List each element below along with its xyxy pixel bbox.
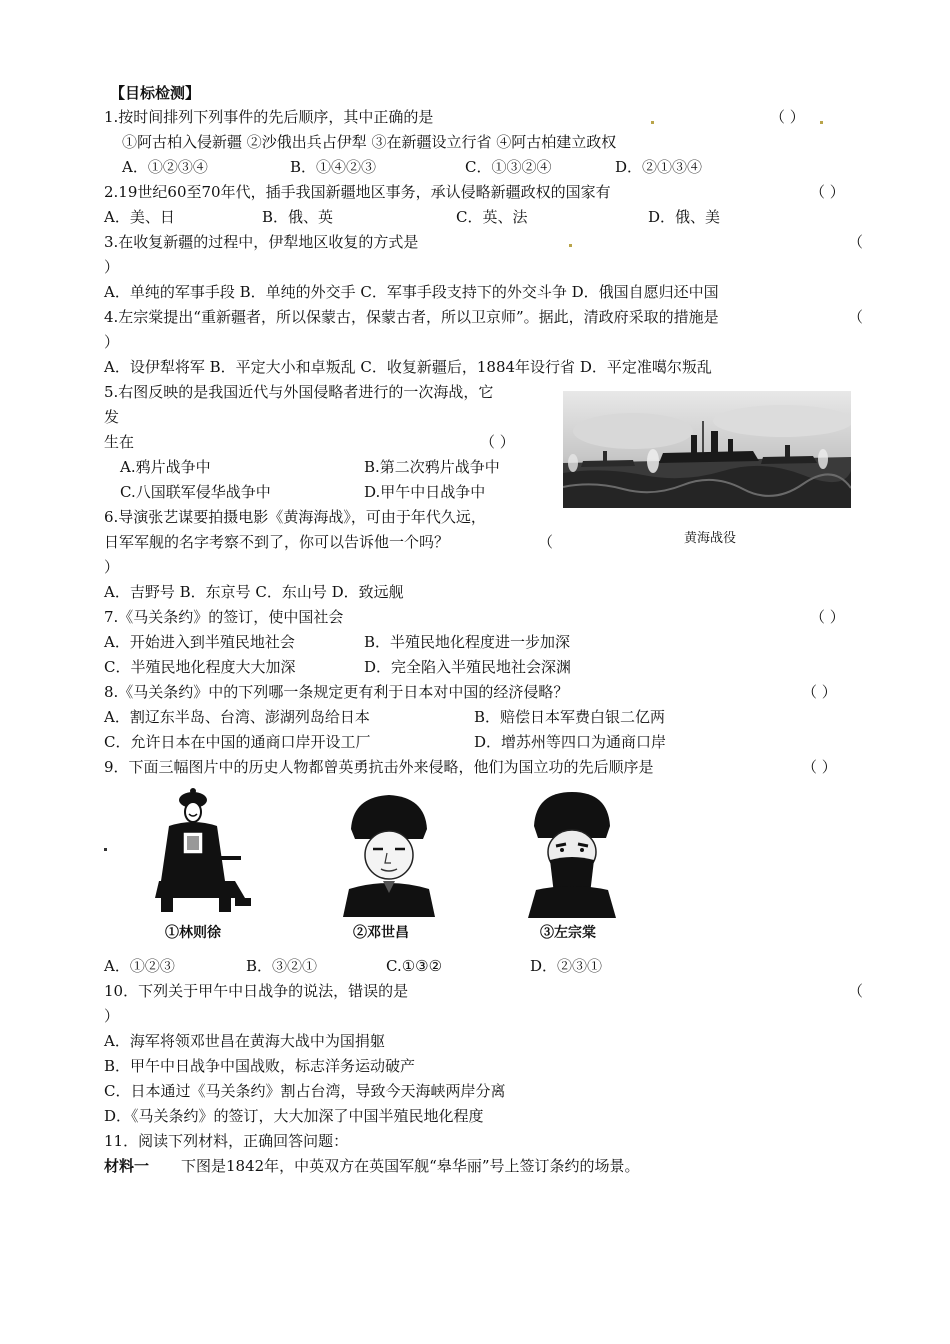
portrait-deng-shichang bbox=[343, 793, 435, 917]
q10-option-b[interactable]: B．甲午中日战争中国战败，标志洋务运动破产 bbox=[104, 1057, 416, 1075]
section-title: 【目标检测】 bbox=[110, 84, 201, 102]
battle-photo-caption: 黄海战役 bbox=[683, 531, 736, 546]
q9-option-a[interactable]: A．①②③ bbox=[104, 957, 175, 975]
q6-options[interactable]: A．吉野号 B．东京号 C．东山号 D．致远舰 bbox=[104, 583, 404, 601]
q11-material-text: 下图是1842年，中英双方在英国军舰“皋华丽”号上签订条约的场景。 bbox=[181, 1157, 640, 1175]
q7-option-a[interactable]: A．开始进入到半殖民地社会 bbox=[104, 633, 295, 651]
scan-speck bbox=[569, 244, 572, 247]
q9-answer-paren[interactable]: （ ） bbox=[802, 758, 837, 776]
q3-paren-close: ） bbox=[104, 258, 120, 276]
q10-option-d[interactable]: D．《马关条约》的签订，大大加深了中国半殖民地化程度 bbox=[104, 1107, 484, 1125]
q11-stem: 11．阅读下列材料，正确回答问题： bbox=[104, 1132, 349, 1150]
q8-option-c[interactable]: C．允许日本在中国的通商口岸开设工厂 bbox=[104, 733, 371, 751]
q4-stem: 4.左宗棠提出“重新疆者，所以保蒙古，保蒙古者，所以卫京师”。据此，清政府采取的措施是 bbox=[104, 308, 719, 326]
q10-option-a[interactable]: A．海军将领邓世昌在黄海大战中为国捐躯 bbox=[104, 1032, 385, 1050]
q5-option-b[interactable]: B.第二次鸦片战争中 bbox=[364, 458, 500, 476]
q5-stem-line2: 发 bbox=[104, 408, 120, 426]
q9-option-c[interactable]: C.①③② bbox=[386, 957, 443, 975]
q8-option-a[interactable]: A．割辽东半岛、台湾、澎湖列岛给日本 bbox=[104, 708, 370, 726]
q5-option-d[interactable]: D.甲午中日战争中 bbox=[364, 483, 486, 501]
q2-option-b[interactable]: B．俄、英 bbox=[262, 208, 334, 226]
q3-stem: 3.在收复新疆的过程中，伊犁地区收复的方式是 bbox=[104, 233, 419, 251]
q10-stem: 10．下列关于甲午中日战争的说法，错误的是 bbox=[104, 982, 409, 1000]
portrait-zuo-zongtang-caption: ③左宗棠 bbox=[540, 925, 596, 941]
q9-option-d[interactable]: D．②③① bbox=[530, 957, 603, 975]
q6-stem-line1: 6.导演张艺谋要拍摄电影《黄海海战》，可由于年代久远， bbox=[104, 508, 486, 526]
battle-photo bbox=[563, 391, 851, 508]
q2-option-d[interactable]: D．俄、美 bbox=[648, 208, 721, 226]
q1-option-a[interactable]: A．①②③④ bbox=[122, 158, 208, 176]
scan-speck bbox=[820, 121, 823, 124]
portrait-lin-zexu-caption: ①林则徐 bbox=[165, 925, 221, 941]
q1-stem: 1.按时间排列下列事件的先后顺序，其中正确的是 bbox=[104, 108, 434, 126]
q5-option-c[interactable]: C.八国联军侵华战争中 bbox=[120, 483, 271, 501]
scan-speck bbox=[104, 848, 107, 851]
q1-items: ①阿古柏入侵新疆 ②沙俄出兵占伊犁 ③在新疆设立行省 ④阿古柏建立政权 bbox=[122, 133, 617, 151]
q1-option-c[interactable]: C．①③②④ bbox=[465, 158, 552, 176]
q10-paren-close: ） bbox=[104, 1007, 120, 1025]
q3-options[interactable]: A．单纯的军事手段 B．单纯的外交手 C．军事手段支持下的外交斗争 D．俄国自愿归还中国 bbox=[104, 283, 719, 301]
q7-option-b[interactable]: B．半殖民地化程度进一步加深 bbox=[364, 633, 571, 651]
q2-option-c[interactable]: C．英、法 bbox=[456, 208, 528, 226]
q4-paren-close: ） bbox=[104, 333, 120, 351]
q3-paren-open[interactable]: （ bbox=[848, 233, 864, 251]
portrait-deng-shichang-caption: ②邓世昌 bbox=[353, 925, 409, 941]
q6-paren-close: ） bbox=[104, 558, 120, 576]
q1-answer-paren[interactable]: （ ） bbox=[770, 108, 805, 126]
q5-stem-line1: 5.右图反映的是我国近代与外国侵略者进行的一次海战，它 bbox=[104, 383, 494, 401]
q4-paren-open[interactable]: （ bbox=[848, 308, 864, 326]
q2-stem: 2.19世纪60至70年代，插手我国新疆地区事务，承认侵略新疆政权的国家有 bbox=[104, 183, 611, 201]
portrait-lin-zexu bbox=[155, 786, 251, 918]
scan-speck bbox=[651, 121, 654, 124]
q5-option-a[interactable]: A.鸦片战争中 bbox=[120, 458, 211, 476]
q2-option-a[interactable]: A．美、日 bbox=[104, 208, 175, 226]
q8-stem: 8.《马关条约》中的下列哪一条规定更有利于日本对中国的经济侵略？ bbox=[104, 683, 569, 701]
q9-option-b[interactable]: B．③②① bbox=[246, 957, 318, 975]
q7-option-c[interactable]: C．半殖民地化程度大大加深 bbox=[104, 658, 296, 676]
q10-option-c[interactable]: C．日本通过《马关条约》割占台湾，导致今天海峡两岸分离 bbox=[104, 1082, 506, 1100]
q11-material-label: 材料一 bbox=[104, 1157, 150, 1175]
q9-stem: 9．下面三幅图片中的历史人物都曾英勇抗击外来侵略，他们为国立功的先后顺序是 bbox=[104, 758, 654, 776]
q6-stem-line2: 日军军舰的名字考察不到了，你可以告诉他一个吗？ bbox=[104, 533, 450, 551]
q7-stem: 7.《马关条约》的签订，使中国社会 bbox=[104, 608, 344, 626]
q8-option-b[interactable]: B．赔偿日本军费白银二亿两 bbox=[474, 708, 666, 726]
q1-option-d[interactable]: D．②①③④ bbox=[615, 158, 703, 176]
q5-stem-line3: 生在 bbox=[104, 433, 135, 451]
q2-answer-paren[interactable]: （ ） bbox=[810, 183, 845, 201]
portrait-zuo-zongtang bbox=[528, 790, 616, 918]
q7-option-d[interactable]: D．完全陷入半殖民地社会深渊 bbox=[364, 658, 572, 676]
q8-option-d[interactable]: D．增苏州等四口为通商口岸 bbox=[474, 733, 667, 751]
q1-option-b[interactable]: B．①④②③ bbox=[290, 158, 377, 176]
q8-answer-paren[interactable]: （ ） bbox=[802, 683, 837, 701]
q4-options[interactable]: A．设伊犁将军 B．平定大小和卓叛乱 C．收复新疆后，1884年设行省 D．平定准噶尔叛乱 bbox=[104, 358, 712, 376]
q10-paren-open[interactable]: （ bbox=[848, 982, 864, 1000]
q6-paren-open[interactable]: （ bbox=[538, 533, 554, 551]
q5-answer-paren[interactable]: （ ） bbox=[480, 433, 515, 451]
q7-answer-paren[interactable]: （ ） bbox=[810, 608, 845, 626]
